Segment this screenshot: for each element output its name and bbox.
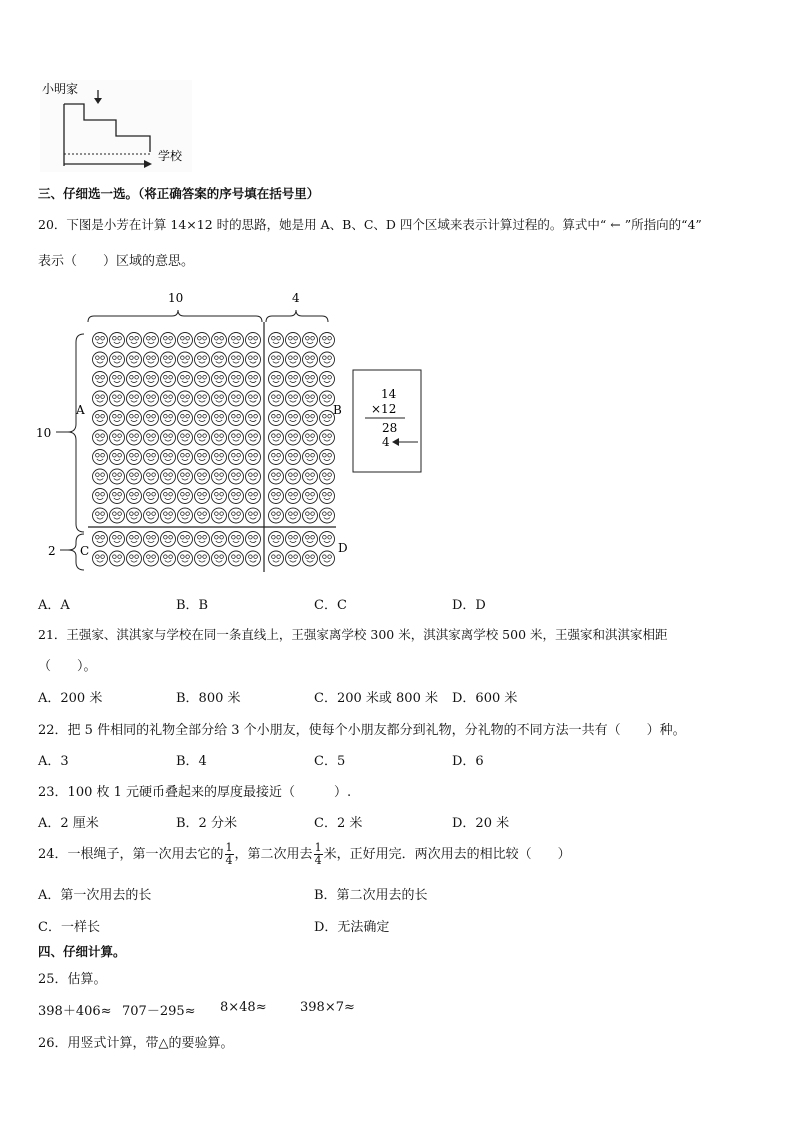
smiley-face-icon [161, 469, 176, 484]
smiley-face-icon [93, 469, 108, 484]
smiley-face-icon [144, 333, 159, 348]
smiley-face-icon [212, 352, 227, 367]
smiley-face-icon [246, 411, 261, 426]
q22-option-c[interactable]: C．5 [314, 754, 346, 769]
smiley-face-icon [93, 411, 108, 426]
smiley-face-icon [320, 352, 335, 367]
smiley-face-icon [93, 391, 108, 406]
smiley-face-icon [144, 450, 159, 465]
label-left-10: 10 [36, 426, 52, 440]
smiley-face-icon [161, 551, 176, 566]
smiley-face-icon [178, 430, 193, 445]
smiley-face-icon [161, 430, 176, 445]
smiley-face-icon [229, 551, 244, 566]
smiley-face-icon [110, 469, 125, 484]
calc-line-3: 28 [382, 421, 398, 435]
q26-title: 26．用竖式计算，带△的要验算。 [38, 1036, 234, 1051]
route-map-figure [40, 80, 192, 172]
smiley-face-icon [110, 411, 125, 426]
smiley-face-icon [110, 352, 125, 367]
smiley-face-icon [161, 508, 176, 523]
smiley-face-icon [93, 489, 108, 504]
smiley-face-icon [212, 372, 227, 387]
smiley-face-icon [320, 489, 335, 504]
q23-option-b[interactable]: B．2 分米 [176, 816, 237, 831]
q24-option-c[interactable]: C．一样长 [38, 920, 100, 935]
q25-item-2: 707－295≈ [122, 1004, 196, 1019]
route-map-svg [40, 80, 192, 172]
smiley-face-icon [178, 352, 193, 367]
smiley-face-icon [144, 352, 159, 367]
smiley-face-icon [144, 411, 159, 426]
smiley-face-icon [286, 372, 301, 387]
q20-figure [30, 286, 430, 578]
q23-option-a[interactable]: A．2 厘米 [38, 816, 99, 831]
smiley-face-icon [110, 450, 125, 465]
smiley-face-icon [212, 391, 227, 406]
smiley-face-icon [161, 489, 176, 504]
smiley-face-icon [110, 430, 125, 445]
smiley-face-icon [93, 450, 108, 465]
region-label-a: A [76, 403, 85, 417]
q23-option-d[interactable]: D．20 米 [452, 816, 510, 831]
q22-option-b[interactable]: B．4 [176, 754, 207, 769]
q25-item-3: 8×48≈ [220, 1000, 267, 1015]
smiley-face-icon [178, 391, 193, 406]
smiley-face-icon [269, 551, 284, 566]
region-label-b: B [333, 403, 342, 417]
smiley-face-icon [144, 469, 159, 484]
smiley-face-icon [246, 532, 261, 547]
smiley-face-icon [144, 508, 159, 523]
smiley-face-icon [161, 391, 176, 406]
smiley-face-icon [286, 489, 301, 504]
smiley-face-icon [195, 532, 210, 547]
smiley-face-icon [144, 430, 159, 445]
q25-item-4: 398×7≈ [300, 1000, 355, 1015]
smiley-face-icon [269, 508, 284, 523]
smiley-face-icon [303, 430, 318, 445]
smiley-face-icon [195, 391, 210, 406]
smiley-face-icon [212, 508, 227, 523]
smiley-face-icon [161, 411, 176, 426]
smiley-face-icon [110, 551, 125, 566]
smiley-face-icon [212, 430, 227, 445]
section3-title: 三、仔细选一选。（将正确答案的序号填在括号里） [38, 186, 320, 201]
calc-line-4: 4 [382, 435, 390, 449]
smiley-face-icon [286, 333, 301, 348]
q24-option-b[interactable]: B．第二次用去的长 [314, 888, 428, 903]
smiley-face-icon [246, 352, 261, 367]
smiley-face-icon [246, 450, 261, 465]
q22-text: 22．把 5 件相同的礼物全部分给 3 个小朋友，使每个小朋友都分到礼物，分礼物的不同方法一共有（ ）种。 [38, 723, 686, 738]
smiley-face-icon [229, 469, 244, 484]
smiley-face-icon [178, 489, 193, 504]
smiley-face-icon [144, 489, 159, 504]
smiley-face-icon [286, 508, 301, 523]
smiley-face-icon [161, 450, 176, 465]
smiley-face-icon [178, 450, 193, 465]
q23-text: 23．100 枚 1 元硬币叠起来的厚度最接近（ ）. [38, 785, 352, 800]
smiley-face-icon [320, 508, 335, 523]
smiley-face-icon [303, 551, 318, 566]
smiley-face-icon [195, 411, 210, 426]
smiley-face-icon [144, 551, 159, 566]
q24-option-d[interactable]: D．无法确定 [314, 920, 390, 935]
smiley-face-icon [286, 352, 301, 367]
smiley-face-icon [178, 532, 193, 547]
q24-fraction-1: $\frac{1}{4}$ [225, 841, 233, 867]
smiley-face-icon [178, 551, 193, 566]
smiley-face-icon [195, 450, 210, 465]
smiley-face-icon [229, 430, 244, 445]
smiley-face-icon [269, 333, 284, 348]
smiley-face-icon [212, 450, 227, 465]
smiley-face-icon [161, 333, 176, 348]
smiley-face-icon [286, 411, 301, 426]
q22-option-a[interactable]: A．3 [38, 754, 69, 769]
smiley-face-icon [212, 411, 227, 426]
smiley-face-icon [127, 508, 142, 523]
smiley-face-icon [195, 430, 210, 445]
smiley-face-icon [246, 508, 261, 523]
smiley-face-icon [161, 372, 176, 387]
smiley-face-icon [110, 489, 125, 504]
smiley-face-icon [110, 372, 125, 387]
smiley-face-icon [161, 352, 176, 367]
smiley-face-icon [269, 411, 284, 426]
smiley-face-icon [229, 450, 244, 465]
smiley-face-icon [178, 508, 193, 523]
calc-line-2: ×12 [371, 402, 397, 416]
smiley-face-icon [229, 333, 244, 348]
smiley-face-icon [320, 450, 335, 465]
smiley-face-icon [303, 391, 318, 406]
q25-title: 25．估算。 [38, 972, 107, 987]
smiley-face-icon [286, 469, 301, 484]
smiley-face-icon [269, 532, 284, 547]
q25-item-1: 398＋406≈ [38, 1004, 112, 1019]
smiley-face-icon [303, 508, 318, 523]
smiley-face-icon [195, 489, 210, 504]
smiley-face-icon [286, 551, 301, 566]
q21-option-d[interactable]: D．600 米 [452, 691, 518, 706]
smiley-face-icon [286, 450, 301, 465]
smiley-face-icon [178, 411, 193, 426]
calc-line-1: 14 [381, 387, 397, 401]
q24-option-a[interactable]: A．第一次用去的长 [38, 888, 152, 903]
smiley-face-icon [303, 372, 318, 387]
smiley-face-icon [269, 469, 284, 484]
smiley-face-icon [212, 333, 227, 348]
smiley-face-icon [212, 551, 227, 566]
q20-option-a[interactable]: A．A [38, 598, 70, 613]
smiley-face-icon [303, 333, 318, 348]
smiley-face-icon [246, 489, 261, 504]
q24-text-b: ，第二次用去 [234, 847, 313, 862]
label-top-4: 4 [292, 291, 300, 305]
region-label-c: C [80, 544, 90, 558]
smiley-face-icon [246, 333, 261, 348]
smiley-face-icon [110, 532, 125, 547]
smiley-face-icon [303, 532, 318, 547]
q20-text-line2: 表示（ ）区域的意思。 [38, 254, 195, 269]
smiley-face-icon [127, 352, 142, 367]
smiley-face-icon [178, 333, 193, 348]
smiley-face-icon [229, 352, 244, 367]
smiley-face-icon [303, 469, 318, 484]
smiley-face-icon [110, 508, 125, 523]
map-home-label: 小明家 [42, 82, 79, 96]
smiley-face-icon [195, 352, 210, 367]
smiley-face-icon [320, 430, 335, 445]
smiley-face-icon [269, 372, 284, 387]
smiley-face-icon [320, 532, 335, 547]
smiley-face-icon [93, 532, 108, 547]
smiley-face-icon [269, 450, 284, 465]
smiley-face-icon [303, 352, 318, 367]
smiley-face-icon [93, 551, 108, 566]
q21-option-a[interactable]: A．200 米 [38, 691, 103, 706]
smiley-face-icon [195, 333, 210, 348]
smiley-face-icon [269, 489, 284, 504]
smiley-face-icon [320, 469, 335, 484]
smiley-face-icon [320, 333, 335, 348]
smiley-face-icon [93, 508, 108, 523]
smiley-face-icon [178, 469, 193, 484]
smiley-face-icon [229, 508, 244, 523]
smiley-face-icon [246, 551, 261, 566]
smiley-face-icon [127, 551, 142, 566]
q20-text-line1: 20．下图是小芳在计算 14×12 时的思路，她是用 A、B、C、D 四个区域来表示计算过程的。算式中“ ← ”所指向的“4” [38, 217, 702, 232]
smiley-face-icon [93, 372, 108, 387]
smiley-face-icon [303, 450, 318, 465]
smiley-face-icon [212, 489, 227, 504]
smiley-face-icon [127, 430, 142, 445]
smiley-face-icon [229, 532, 244, 547]
smiley-face-icon [286, 430, 301, 445]
q22-option-d[interactable]: D．6 [452, 754, 484, 769]
smiley-face-icon [212, 532, 227, 547]
smiley-face-icon [127, 489, 142, 504]
smiley-face-icon [246, 430, 261, 445]
q24-text-a: 24．一根绳子，第一次用去它的 [38, 847, 224, 862]
q20-option-b[interactable]: B．B [176, 598, 209, 613]
smiley-face-icon [303, 489, 318, 504]
smiley-face-icon [246, 372, 261, 387]
q21-text-line2: （ ）。 [38, 659, 97, 674]
q24-fraction-2: $\frac{1}{4}$ [314, 841, 322, 867]
smiley-face-icon [320, 372, 335, 387]
section4-title: 四、仔细计算。 [38, 944, 126, 959]
smiley-face-icon [144, 372, 159, 387]
smiley-face-icon [303, 411, 318, 426]
smiley-face-icon [127, 469, 142, 484]
smiley-face-icon [286, 391, 301, 406]
smiley-face-icon [110, 391, 125, 406]
smiley-face-icon [269, 430, 284, 445]
label-top-10: 10 [168, 291, 184, 305]
smiley-face-icon [212, 469, 227, 484]
smiley-face-icon [93, 352, 108, 367]
smiley-faces-group [93, 333, 335, 567]
q24-text [38, 842, 571, 867]
smiley-face-icon [93, 430, 108, 445]
q23-option-c[interactable]: C．2 米 [314, 816, 363, 831]
q20-figure-svg [30, 286, 430, 578]
smiley-face-icon [229, 411, 244, 426]
smiley-face-icon [269, 352, 284, 367]
smiley-face-icon [127, 411, 142, 426]
region-label-d: D [338, 541, 348, 555]
q21-option-b[interactable]: B．800 米 [176, 691, 241, 706]
smiley-face-icon [229, 372, 244, 387]
smiley-face-icon [246, 391, 261, 406]
q24-text-c: 米，正好用完．两次用去的相比较（ ） [323, 847, 571, 862]
smiley-face-icon [127, 532, 142, 547]
smiley-face-icon [286, 532, 301, 547]
label-left-2: 2 [48, 544, 56, 558]
smiley-face-icon [269, 391, 284, 406]
smiley-face-icon [127, 391, 142, 406]
smiley-face-icon [127, 450, 142, 465]
smiley-face-icon [195, 372, 210, 387]
smiley-face-icon [127, 333, 142, 348]
q20-option-c[interactable]: C．C [314, 598, 347, 613]
q21-text-line1: 21．王强家、淇淇家与学校在同一条直线上，王强家离学校 300 米，淇淇家离学校 500 米，王强家和淇淇家相距 [38, 627, 668, 642]
smiley-face-icon [144, 532, 159, 547]
smiley-face-icon [195, 551, 210, 566]
smiley-face-icon [246, 469, 261, 484]
smiley-face-icon [93, 333, 108, 348]
smiley-face-icon [195, 508, 210, 523]
smiley-face-icon [144, 391, 159, 406]
smiley-face-icon [229, 391, 244, 406]
smiley-face-icon [110, 333, 125, 348]
q20-option-d[interactable]: D．D [452, 598, 486, 613]
smiley-face-icon [161, 532, 176, 547]
smiley-face-icon [127, 372, 142, 387]
smiley-face-icon [178, 372, 193, 387]
smiley-face-icon [229, 489, 244, 504]
q21-option-c[interactable]: C．200 米或 800 米 [314, 691, 438, 706]
smiley-face-icon [195, 469, 210, 484]
map-school-label: 学校 [158, 149, 183, 163]
smiley-face-icon [320, 551, 335, 566]
